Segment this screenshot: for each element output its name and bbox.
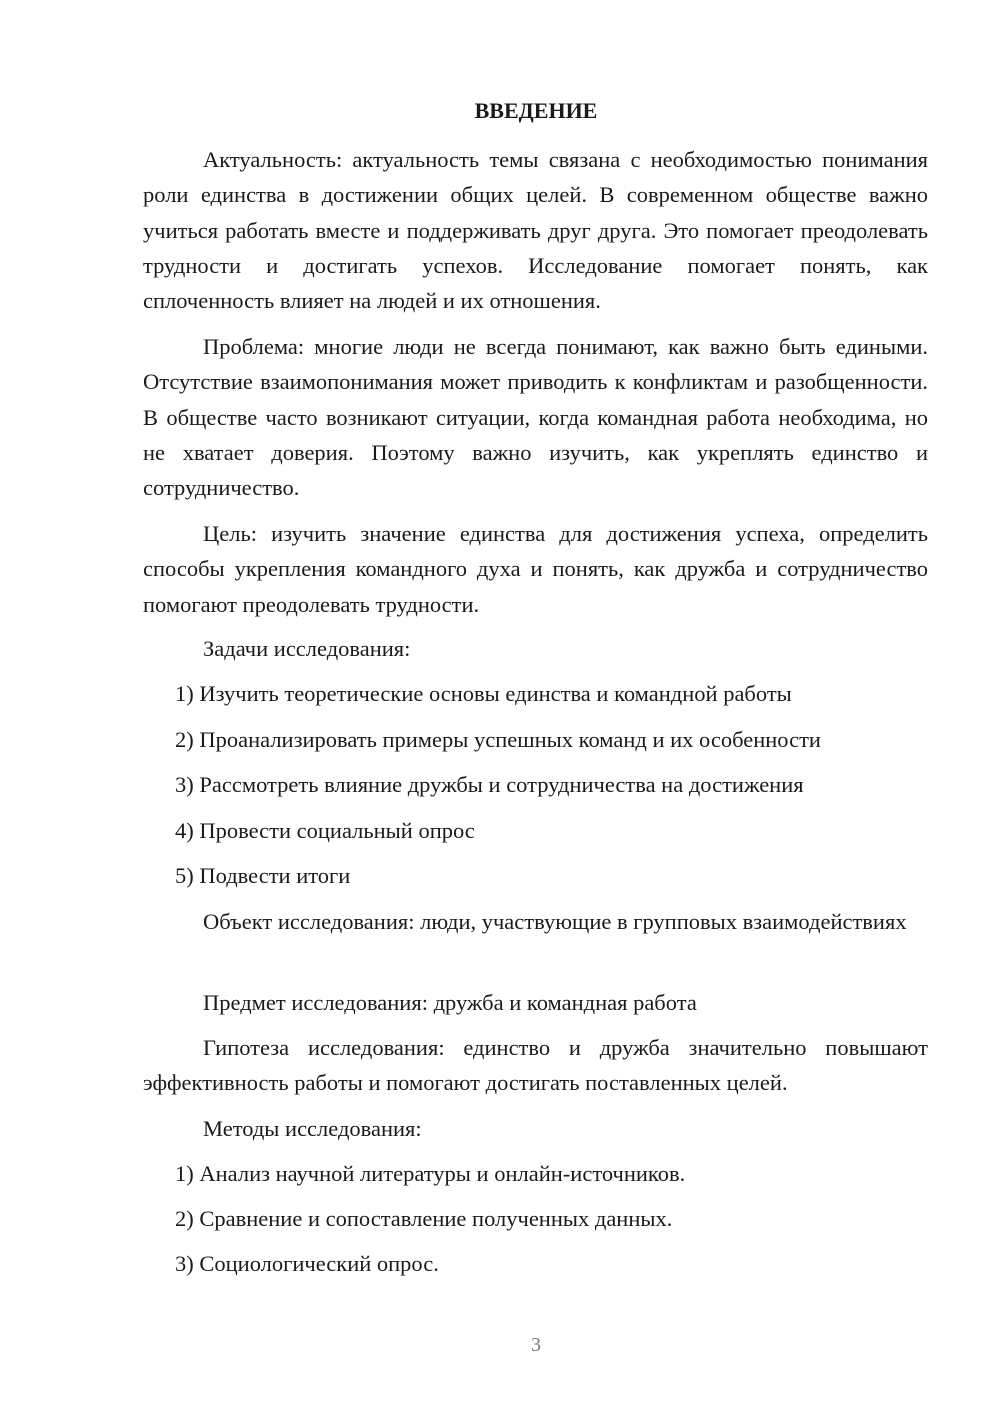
goal-paragraph: Цель: изучить значение единства для достижения успеха, определить способы укрепления командного духа и понять, как дружба и сотрудничество помогают преодолевать трудности. [143,521,928,617]
tasks-heading: Задачи исследования: [203,636,411,661]
object-paragraph: Объект исследования: люди, участвующие в групповых взаимодействиях [203,909,907,934]
problem-paragraph: Проблема: многие люди не всегда понимают, как важно быть едиными. Отсутствие взаимопонимания может приводить к конфликтам и разобщенности. В обществе часто возникают ситуации, когда командная работа необходима, но не хватает доверия. Поэтому важно изучить, как укреплять единство и сотрудничество. [143,334,928,501]
subject-paragraph: Предмет исследования: дружба и командная работа [203,990,697,1015]
method-item-1: 1) Анализ научной литературы и онлайн-источников. [175,1161,686,1186]
task-item-5: 5) Подвести итоги [175,863,351,888]
page-number: 3 [531,1334,541,1356]
method-item-3: 3) Социологический опрос. [175,1251,439,1276]
page-title: ВВЕДЕНИЕ [474,98,598,123]
methods-heading: Методы исследования: [203,1116,422,1141]
task-item-4: 4) Провести социальный опрос [175,818,475,843]
task-item-2: 2) Проанализировать примеры успешных команд и их особенности [175,727,821,752]
method-item-2: 2) Сравнение и сопоставление полученных данных. [175,1206,673,1231]
task-item-1: 1) Изучить теоретические основы единства и командной работы [175,681,792,706]
hypothesis-paragraph: Гипотеза исследования: единство и дружба значительно повышают эффективность работы и помогают достигать поставленных целей. [143,1035,928,1096]
actuality-paragraph: Актуальность: актуальность темы связана с необходимостью понимания роли единства в достижении общих целей. В современном обществе важно учиться работать вместе и поддерживать друг друга. Это помогает преодолевать трудности и достигать успехов. Исследование помогает понять, как сплоченность влияет на людей и их отношения. [143,147,928,314]
task-item-3: 3) Рассмотреть влияние дружбы и сотрудничества на достижения [175,772,804,797]
